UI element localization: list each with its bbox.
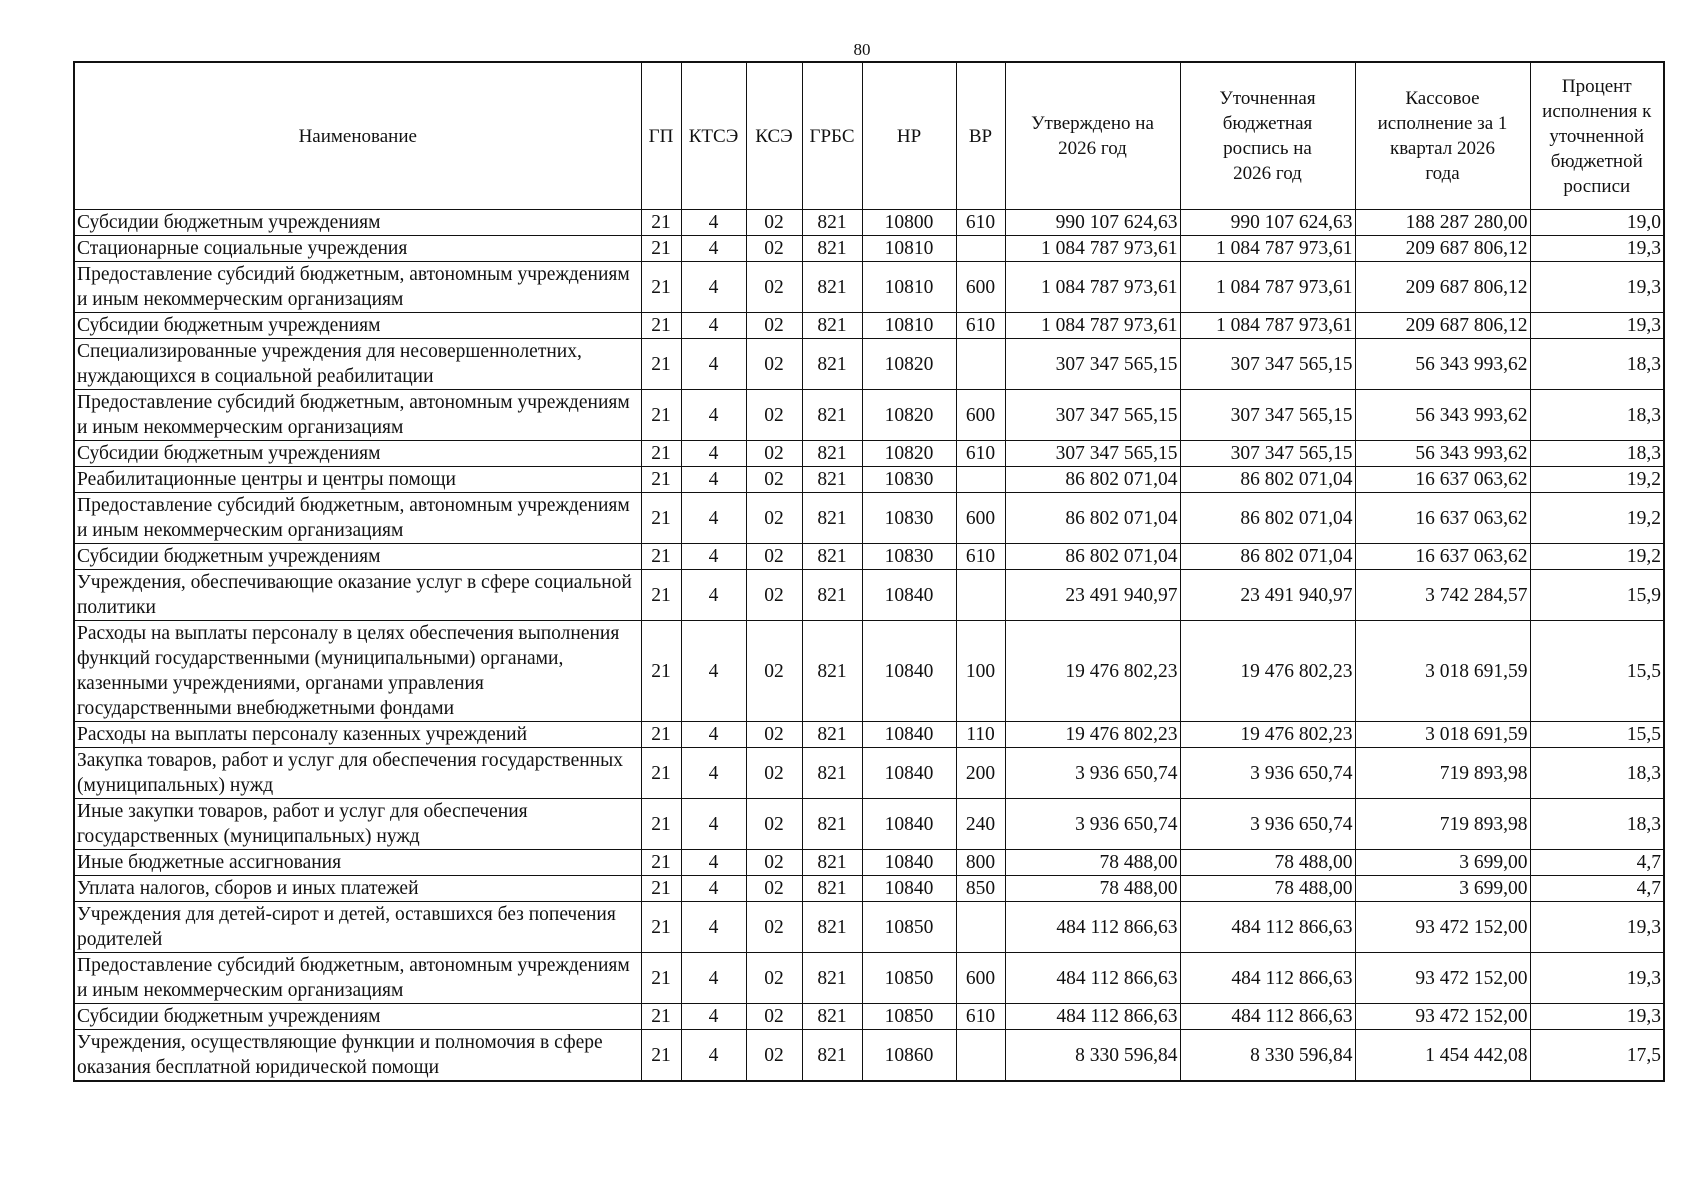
cell-vr: 610 bbox=[956, 441, 1005, 467]
cell-nr: 10840 bbox=[862, 570, 956, 621]
cell-vr: 600 bbox=[956, 953, 1005, 1004]
page-number: 80 bbox=[853, 40, 871, 59]
cell-gp: 21 bbox=[641, 799, 681, 850]
cell-grbs: 821 bbox=[802, 722, 862, 748]
cell-cash: 56 343 993,62 bbox=[1355, 339, 1530, 390]
cell-cash: 719 893,98 bbox=[1355, 799, 1530, 850]
cell-nr: 10810 bbox=[862, 313, 956, 339]
cell-refined: 23 491 940,97 bbox=[1180, 570, 1355, 621]
cell-gp: 21 bbox=[641, 262, 681, 313]
cell-refined: 1 084 787 973,61 bbox=[1180, 313, 1355, 339]
cell-ktse: 4 bbox=[681, 748, 746, 799]
header-approved: Утверждено на 2026 год bbox=[1005, 62, 1180, 210]
cell-grbs: 821 bbox=[802, 441, 862, 467]
cell-kse: 02 bbox=[746, 390, 802, 441]
table-row bbox=[74, 441, 1664, 467]
cell-name: Предоставление субсидий бюджетным, автономным учреждениям и иным некоммерческим организациям bbox=[74, 493, 641, 544]
cell-cash: 56 343 993,62 bbox=[1355, 390, 1530, 441]
cell-gp: 21 bbox=[641, 902, 681, 953]
cell-approved: 86 802 071,04 bbox=[1005, 467, 1180, 493]
cell-nr: 10810 bbox=[862, 236, 956, 262]
table-row bbox=[74, 876, 1664, 902]
cell-gp: 21 bbox=[641, 850, 681, 876]
cell-gp: 21 bbox=[641, 493, 681, 544]
header-vr: ВР bbox=[956, 62, 1005, 210]
cell-vr: 850 bbox=[956, 876, 1005, 902]
header-name: Наименование bbox=[74, 62, 641, 210]
table-row bbox=[74, 210, 1664, 236]
cell-approved: 484 112 866,63 bbox=[1005, 902, 1180, 953]
cell-name: Расходы на выплаты персоналу казенных учреждений bbox=[74, 722, 641, 748]
cell-percent: 18,3 bbox=[1530, 441, 1664, 467]
cell-percent: 17,5 bbox=[1530, 1030, 1664, 1082]
cell-kse: 02 bbox=[746, 953, 802, 1004]
cell-grbs: 821 bbox=[802, 467, 862, 493]
cell-nr: 10840 bbox=[862, 850, 956, 876]
cell-percent: 19,2 bbox=[1530, 493, 1664, 544]
cell-ktse: 4 bbox=[681, 876, 746, 902]
cell-gp: 21 bbox=[641, 1030, 681, 1082]
cell-name: Закупка товаров, работ и услуг для обеспечения государственных (муниципальных) нужд bbox=[74, 748, 641, 799]
cell-ktse: 4 bbox=[681, 1004, 746, 1030]
cell-gp: 21 bbox=[641, 570, 681, 621]
cell-gp: 21 bbox=[641, 722, 681, 748]
cell-ktse: 4 bbox=[681, 493, 746, 544]
cell-grbs: 821 bbox=[802, 850, 862, 876]
cell-vr: 610 bbox=[956, 544, 1005, 570]
cell-approved: 3 936 650,74 bbox=[1005, 799, 1180, 850]
cell-nr: 10800 bbox=[862, 210, 956, 236]
cell-refined: 86 802 071,04 bbox=[1180, 493, 1355, 544]
cell-grbs: 821 bbox=[802, 621, 862, 722]
cell-percent: 4,7 bbox=[1530, 850, 1664, 876]
cell-vr: 610 bbox=[956, 210, 1005, 236]
table-row bbox=[74, 236, 1664, 262]
cell-percent: 19,3 bbox=[1530, 262, 1664, 313]
cell-gp: 21 bbox=[641, 1004, 681, 1030]
cell-refined: 78 488,00 bbox=[1180, 876, 1355, 902]
header-percent: Процент исполнения к уточненной бюджетной росписи bbox=[1530, 62, 1664, 210]
cell-grbs: 821 bbox=[802, 902, 862, 953]
cell-name: Субсидии бюджетным учреждениям bbox=[74, 441, 641, 467]
cell-vr: 200 bbox=[956, 748, 1005, 799]
cell-vr: 240 bbox=[956, 799, 1005, 850]
cell-grbs: 821 bbox=[802, 1004, 862, 1030]
cell-kse: 02 bbox=[746, 748, 802, 799]
cell-gp: 21 bbox=[641, 748, 681, 799]
cell-nr: 10850 bbox=[862, 1004, 956, 1030]
table-row bbox=[74, 1030, 1664, 1082]
cell-cash: 209 687 806,12 bbox=[1355, 313, 1530, 339]
cell-name: Предоставление субсидий бюджетным, автономным учреждениям и иным некоммерческим организациям bbox=[74, 953, 641, 1004]
cell-nr: 10840 bbox=[862, 722, 956, 748]
cell-grbs: 821 bbox=[802, 262, 862, 313]
table-row bbox=[74, 570, 1664, 621]
cell-gp: 21 bbox=[641, 467, 681, 493]
cell-gp: 21 bbox=[641, 544, 681, 570]
cell-vr: 610 bbox=[956, 1004, 1005, 1030]
cell-gp: 21 bbox=[641, 210, 681, 236]
header-cash: Кассовое исполнение за 1 квартал 2026 года bbox=[1355, 62, 1530, 210]
cell-approved: 3 936 650,74 bbox=[1005, 748, 1180, 799]
cell-percent: 19,3 bbox=[1530, 1004, 1664, 1030]
cell-cash: 209 687 806,12 bbox=[1355, 236, 1530, 262]
cell-vr bbox=[956, 1030, 1005, 1082]
table-row bbox=[74, 262, 1664, 313]
cell-kse: 02 bbox=[746, 544, 802, 570]
cell-cash: 3 699,00 bbox=[1355, 876, 1530, 902]
table-row bbox=[74, 544, 1664, 570]
table-header bbox=[74, 62, 1664, 210]
cell-name: Предоставление субсидий бюджетным, автономным учреждениям и иным некоммерческим организациям bbox=[74, 262, 641, 313]
cell-cash: 3 018 691,59 bbox=[1355, 621, 1530, 722]
cell-ktse: 4 bbox=[681, 390, 746, 441]
cell-vr: 800 bbox=[956, 850, 1005, 876]
cell-nr: 10840 bbox=[862, 748, 956, 799]
cell-name: Расходы на выплаты персоналу в целях обеспечения выполнения функций государственными (муниципальными) органами, казенными учреждениями, органами управления государственными внебюджетными фондами bbox=[74, 621, 641, 722]
cell-cash: 209 687 806,12 bbox=[1355, 262, 1530, 313]
header-nr: НР bbox=[862, 62, 956, 210]
cell-grbs: 821 bbox=[802, 210, 862, 236]
cell-ktse: 4 bbox=[681, 313, 746, 339]
cell-nr: 10820 bbox=[862, 390, 956, 441]
cell-percent: 19,3 bbox=[1530, 902, 1664, 953]
cell-gp: 21 bbox=[641, 876, 681, 902]
table-row bbox=[74, 902, 1664, 953]
cell-percent: 4,7 bbox=[1530, 876, 1664, 902]
cell-kse: 02 bbox=[746, 210, 802, 236]
cell-grbs: 821 bbox=[802, 570, 862, 621]
cell-cash: 16 637 063,62 bbox=[1355, 467, 1530, 493]
cell-ktse: 4 bbox=[681, 902, 746, 953]
cell-gp: 21 bbox=[641, 236, 681, 262]
cell-ktse: 4 bbox=[681, 722, 746, 748]
cell-kse: 02 bbox=[746, 236, 802, 262]
cell-kse: 02 bbox=[746, 262, 802, 313]
cell-ktse: 4 bbox=[681, 621, 746, 722]
cell-kse: 02 bbox=[746, 722, 802, 748]
cell-gp: 21 bbox=[641, 339, 681, 390]
cell-ktse: 4 bbox=[681, 441, 746, 467]
cell-nr: 10840 bbox=[862, 876, 956, 902]
table-row bbox=[74, 467, 1664, 493]
cell-vr: 600 bbox=[956, 262, 1005, 313]
cell-gp: 21 bbox=[641, 390, 681, 441]
budget-table bbox=[73, 61, 1665, 1082]
cell-ktse: 4 bbox=[681, 210, 746, 236]
table-row bbox=[74, 390, 1664, 441]
cell-vr bbox=[956, 902, 1005, 953]
table-row bbox=[74, 799, 1664, 850]
header-gp: ГП bbox=[641, 62, 681, 210]
cell-grbs: 821 bbox=[802, 313, 862, 339]
cell-percent: 19,2 bbox=[1530, 544, 1664, 570]
cell-cash: 188 287 280,00 bbox=[1355, 210, 1530, 236]
cell-approved: 307 347 565,15 bbox=[1005, 390, 1180, 441]
cell-name: Учреждения для детей-сирот и детей, оставшихся без попечения родителей bbox=[74, 902, 641, 953]
cell-vr bbox=[956, 570, 1005, 621]
cell-grbs: 821 bbox=[802, 544, 862, 570]
cell-percent: 19,2 bbox=[1530, 467, 1664, 493]
cell-kse: 02 bbox=[746, 621, 802, 722]
cell-vr: 110 bbox=[956, 722, 1005, 748]
cell-percent: 19,3 bbox=[1530, 953, 1664, 1004]
cell-cash: 1 454 442,08 bbox=[1355, 1030, 1530, 1082]
cell-cash: 93 472 152,00 bbox=[1355, 902, 1530, 953]
cell-refined: 8 330 596,84 bbox=[1180, 1030, 1355, 1082]
cell-nr: 10820 bbox=[862, 339, 956, 390]
cell-ktse: 4 bbox=[681, 544, 746, 570]
cell-refined: 3 936 650,74 bbox=[1180, 748, 1355, 799]
cell-name: Стационарные социальные учреждения bbox=[74, 236, 641, 262]
cell-vr bbox=[956, 339, 1005, 390]
cell-approved: 86 802 071,04 bbox=[1005, 544, 1180, 570]
cell-nr: 10840 bbox=[862, 621, 956, 722]
cell-percent: 19,0 bbox=[1530, 210, 1664, 236]
cell-approved: 484 112 866,63 bbox=[1005, 1004, 1180, 1030]
cell-refined: 86 802 071,04 bbox=[1180, 544, 1355, 570]
cell-refined: 3 936 650,74 bbox=[1180, 799, 1355, 850]
cell-percent: 18,3 bbox=[1530, 748, 1664, 799]
cell-approved: 86 802 071,04 bbox=[1005, 493, 1180, 544]
cell-cash: 3 699,00 bbox=[1355, 850, 1530, 876]
cell-name: Иные бюджетные ассигнования bbox=[74, 850, 641, 876]
cell-approved: 1 084 787 973,61 bbox=[1005, 262, 1180, 313]
cell-cash: 16 637 063,62 bbox=[1355, 544, 1530, 570]
table-row bbox=[74, 493, 1664, 544]
cell-grbs: 821 bbox=[802, 390, 862, 441]
cell-percent: 15,5 bbox=[1530, 621, 1664, 722]
cell-cash: 16 637 063,62 bbox=[1355, 493, 1530, 544]
cell-nr: 10830 bbox=[862, 544, 956, 570]
cell-gp: 21 bbox=[641, 621, 681, 722]
cell-ktse: 4 bbox=[681, 1030, 746, 1082]
cell-gp: 21 bbox=[641, 441, 681, 467]
cell-cash: 93 472 152,00 bbox=[1355, 1004, 1530, 1030]
cell-vr: 100 bbox=[956, 621, 1005, 722]
cell-percent: 18,3 bbox=[1530, 339, 1664, 390]
cell-ktse: 4 bbox=[681, 850, 746, 876]
cell-kse: 02 bbox=[746, 467, 802, 493]
cell-refined: 78 488,00 bbox=[1180, 850, 1355, 876]
header-refined: Уточненная бюджетная роспись на 2026 год bbox=[1180, 62, 1355, 210]
cell-name: Субсидии бюджетным учреждениям bbox=[74, 544, 641, 570]
cell-name: Иные закупки товаров, работ и услуг для обеспечения государственных (муниципальных) нужд bbox=[74, 799, 641, 850]
table-row bbox=[74, 621, 1664, 722]
cell-kse: 02 bbox=[746, 876, 802, 902]
cell-nr: 10850 bbox=[862, 902, 956, 953]
table-row bbox=[74, 850, 1664, 876]
cell-ktse: 4 bbox=[681, 799, 746, 850]
cell-grbs: 821 bbox=[802, 493, 862, 544]
table-row bbox=[74, 339, 1664, 390]
cell-kse: 02 bbox=[746, 1030, 802, 1082]
cell-nr: 10850 bbox=[862, 953, 956, 1004]
cell-percent: 19,3 bbox=[1530, 313, 1664, 339]
cell-name: Учреждения, обеспечивающие оказание услуг в сфере социальной политики bbox=[74, 570, 641, 621]
cell-gp: 21 bbox=[641, 953, 681, 1004]
cell-refined: 307 347 565,15 bbox=[1180, 441, 1355, 467]
cell-refined: 990 107 624,63 bbox=[1180, 210, 1355, 236]
cell-cash: 56 343 993,62 bbox=[1355, 441, 1530, 467]
cell-kse: 02 bbox=[746, 1004, 802, 1030]
cell-vr: 600 bbox=[956, 390, 1005, 441]
cell-grbs: 821 bbox=[802, 339, 862, 390]
table-body bbox=[74, 210, 1664, 1082]
cell-refined: 1 084 787 973,61 bbox=[1180, 236, 1355, 262]
cell-refined: 19 476 802,23 bbox=[1180, 722, 1355, 748]
table-row bbox=[74, 953, 1664, 1004]
cell-percent: 18,3 bbox=[1530, 799, 1664, 850]
cell-approved: 78 488,00 bbox=[1005, 876, 1180, 902]
cell-name: Реабилитационные центры и центры помощи bbox=[74, 467, 641, 493]
cell-nr: 10860 bbox=[862, 1030, 956, 1082]
cell-refined: 484 112 866,63 bbox=[1180, 902, 1355, 953]
cell-approved: 307 347 565,15 bbox=[1005, 441, 1180, 467]
cell-vr bbox=[956, 467, 1005, 493]
table-row bbox=[74, 722, 1664, 748]
cell-approved: 23 491 940,97 bbox=[1005, 570, 1180, 621]
cell-kse: 02 bbox=[746, 850, 802, 876]
cell-name: Субсидии бюджетным учреждениям bbox=[74, 1004, 641, 1030]
cell-vr: 610 bbox=[956, 313, 1005, 339]
cell-ktse: 4 bbox=[681, 570, 746, 621]
cell-refined: 1 084 787 973,61 bbox=[1180, 262, 1355, 313]
cell-nr: 10820 bbox=[862, 441, 956, 467]
cell-cash: 93 472 152,00 bbox=[1355, 953, 1530, 1004]
cell-nr: 10810 bbox=[862, 262, 956, 313]
cell-refined: 19 476 802,23 bbox=[1180, 621, 1355, 722]
cell-cash: 3 742 284,57 bbox=[1355, 570, 1530, 621]
cell-ktse: 4 bbox=[681, 467, 746, 493]
cell-approved: 8 330 596,84 bbox=[1005, 1030, 1180, 1082]
cell-ktse: 4 bbox=[681, 262, 746, 313]
cell-name: Специализированные учреждения для несовершеннолетних, нуждающихся в социальной реабилитации bbox=[74, 339, 641, 390]
cell-cash: 719 893,98 bbox=[1355, 748, 1530, 799]
cell-ktse: 4 bbox=[681, 236, 746, 262]
cell-nr: 10840 bbox=[862, 799, 956, 850]
cell-grbs: 821 bbox=[802, 236, 862, 262]
cell-gp: 21 bbox=[641, 313, 681, 339]
cell-refined: 484 112 866,63 bbox=[1180, 1004, 1355, 1030]
cell-refined: 484 112 866,63 bbox=[1180, 953, 1355, 1004]
cell-nr: 10830 bbox=[862, 467, 956, 493]
cell-kse: 02 bbox=[746, 493, 802, 544]
cell-approved: 19 476 802,23 bbox=[1005, 621, 1180, 722]
cell-nr: 10830 bbox=[862, 493, 956, 544]
cell-approved: 990 107 624,63 bbox=[1005, 210, 1180, 236]
cell-approved: 1 084 787 973,61 bbox=[1005, 313, 1180, 339]
cell-name: Уплата налогов, сборов и иных платежей bbox=[74, 876, 641, 902]
table-row bbox=[74, 1004, 1664, 1030]
cell-refined: 307 347 565,15 bbox=[1180, 339, 1355, 390]
header-kse: КСЭ bbox=[746, 62, 802, 210]
header-grbs: ГРБС bbox=[802, 62, 862, 210]
header-ktse: КТСЭ bbox=[681, 62, 746, 210]
cell-kse: 02 bbox=[746, 339, 802, 390]
cell-grbs: 821 bbox=[802, 799, 862, 850]
cell-name: Субсидии бюджетным учреждениям bbox=[74, 210, 641, 236]
cell-name: Субсидии бюджетным учреждениям bbox=[74, 313, 641, 339]
cell-approved: 307 347 565,15 bbox=[1005, 339, 1180, 390]
header-row bbox=[74, 62, 1664, 210]
cell-grbs: 821 bbox=[802, 1030, 862, 1082]
cell-kse: 02 bbox=[746, 902, 802, 953]
cell-vr bbox=[956, 236, 1005, 262]
cell-approved: 19 476 802,23 bbox=[1005, 722, 1180, 748]
cell-percent: 18,3 bbox=[1530, 390, 1664, 441]
cell-kse: 02 bbox=[746, 313, 802, 339]
cell-grbs: 821 bbox=[802, 953, 862, 1004]
cell-refined: 307 347 565,15 bbox=[1180, 390, 1355, 441]
cell-refined: 86 802 071,04 bbox=[1180, 467, 1355, 493]
cell-name: Предоставление субсидий бюджетным, автономным учреждениям и иным некоммерческим организациям bbox=[74, 390, 641, 441]
cell-name: Учреждения, осуществляющие функции и полномочия в сфере оказания бесплатной юридической помощи bbox=[74, 1030, 641, 1082]
table-row bbox=[74, 748, 1664, 799]
cell-percent: 15,9 bbox=[1530, 570, 1664, 621]
cell-approved: 1 084 787 973,61 bbox=[1005, 236, 1180, 262]
cell-approved: 78 488,00 bbox=[1005, 850, 1180, 876]
cell-percent: 15,5 bbox=[1530, 722, 1664, 748]
cell-grbs: 821 bbox=[802, 748, 862, 799]
cell-ktse: 4 bbox=[681, 953, 746, 1004]
cell-approved: 484 112 866,63 bbox=[1005, 953, 1180, 1004]
cell-percent: 19,3 bbox=[1530, 236, 1664, 262]
cell-ktse: 4 bbox=[681, 339, 746, 390]
cell-kse: 02 bbox=[746, 799, 802, 850]
cell-vr: 600 bbox=[956, 493, 1005, 544]
cell-grbs: 821 bbox=[802, 876, 862, 902]
cell-kse: 02 bbox=[746, 441, 802, 467]
cell-cash: 3 018 691,59 bbox=[1355, 722, 1530, 748]
table-row bbox=[74, 313, 1664, 339]
cell-kse: 02 bbox=[746, 570, 802, 621]
